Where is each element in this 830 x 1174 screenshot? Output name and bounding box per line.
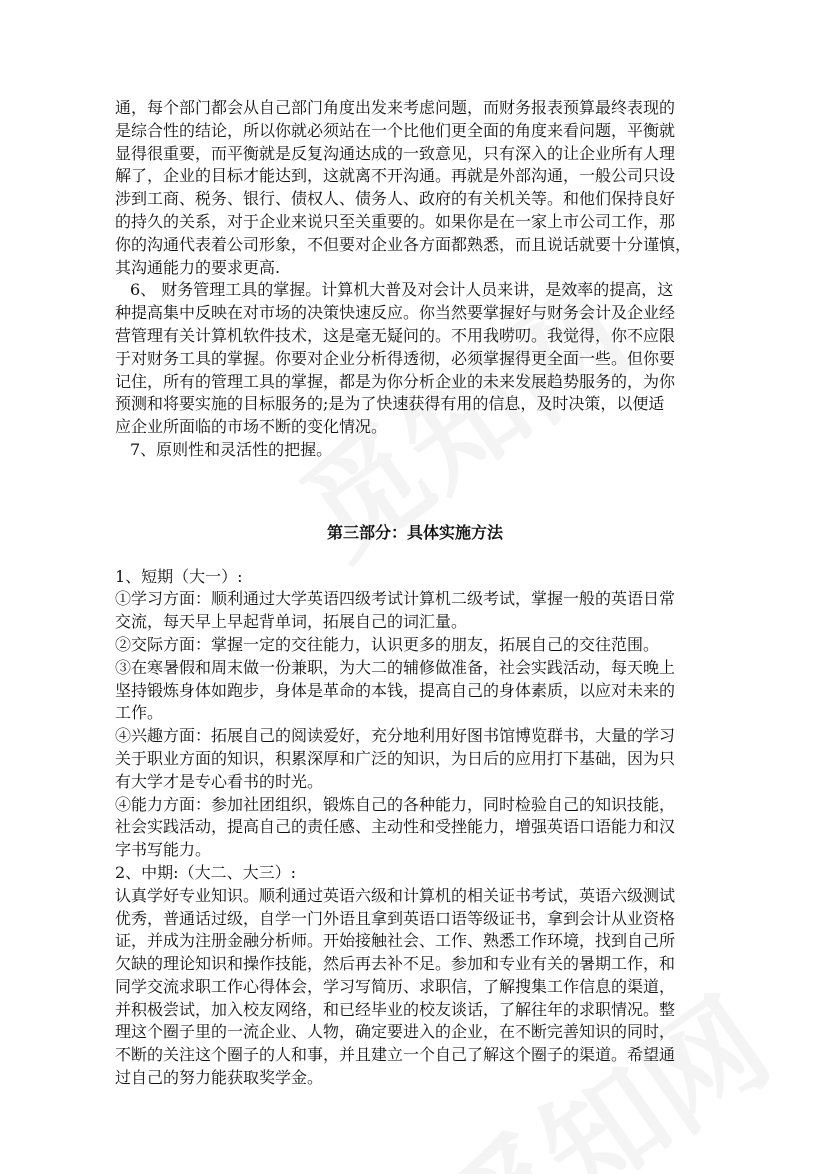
text-line: 工作。 <box>115 703 164 723</box>
text-line: ②交际方面：掌握一定的交往能力，认识更多的朋友，拓展自己的交往范围。 <box>115 634 660 654</box>
text-line: 6、 财务管理工具的掌握。计算机大普及对会计人员来讲，是效率的提高，这 <box>130 280 674 300</box>
text-line: 证，并成为注册金融分析师。开始接触社会、工作、熟悉工作环境，找到自己所 <box>115 931 676 951</box>
text-line: 过自己的努力能获取奖学金。 <box>115 1068 324 1088</box>
text-line: 社会实践活动，提高自己的责任感、主动性和受挫能力，增强英语口语能力和汉 <box>115 817 676 837</box>
text-line: 认真学好专业知识。顺利通过英语六级和计算机的相关证书考试，英语六级测试 <box>115 885 676 905</box>
mid-term-plan <box>115 862 715 1090</box>
text-line: 同学交流求职工作心得体会，学习写简历、求职信，了解搜集工作信息的渠道， <box>115 976 676 996</box>
text-line: 坚持锻炼身体如跑步，身体是革命的本钱，提高自己的身体素质，以应对未来的 <box>115 680 676 700</box>
text-line: 并积极尝试，加入校友网络，和已经毕业的校友谈话，了解往年的求职情况。整 <box>115 999 676 1019</box>
document-body <box>115 97 715 1090</box>
text-line: ④能力方面：参加社团组织，锻炼自己的各种能力，同时检验自己的知识技能， <box>115 794 676 814</box>
text-line: 预测和将要实施的目标服务的;是为了快速获得有用的信息，及时决策，以便适 <box>115 394 665 414</box>
short-term-heading: 1、短期（大一）: <box>115 566 243 586</box>
text-line: 记住，所有的管理工具的掌握，都是为你分析企业的未来发展趋势服务的，为你 <box>115 371 676 391</box>
text-line: ③在寒暑假和周末做一份兼职，为大二的辅修做准备，社会实践活动，每天晚上 <box>115 657 676 677</box>
text-line: 营管理有关计算机软件技术，这是毫无疑问的。不用我唠叨。我觉得，你不应限 <box>115 325 676 345</box>
text-line: 交流，每天早上早起背单词，拓展自己的词汇量。 <box>115 612 468 632</box>
text-line: 有大学才是专心看书的时光。 <box>115 771 324 791</box>
text-line: 的持久的关系，对于企业来说只至关重要的。如果你是在一家上市公司工作，那 <box>115 211 676 231</box>
text-line: 不断的关注这个圈子的人和事，并且建立一个自己了解这个圈子的渠道。希望通 <box>115 1045 676 1065</box>
text-line: 种提高集中反映在对市场的决策快速反应。你当然要掌握好与财务会计及企业经 <box>115 303 676 323</box>
text-line: 解了，企业的目标才能达到，这就离不开沟通。再就是外部沟通，一般公司只设 <box>115 166 676 186</box>
text-line: 其沟通能力的要求更高. <box>115 257 281 277</box>
text-line: 涉到工商、税务、银行、债权人、债务人、政府的有关机关等。和他们保持良好 <box>115 189 676 209</box>
text-line: 于对财务工具的掌握。你要对企业分析得透彻，必须掌握得更全面一些。但你要 <box>115 348 676 368</box>
text-line: 是综合性的结论，所以你就必须站在一个比他们更全面的角度来看问题，平衡就 <box>115 120 676 140</box>
section-title: 第三部分：具体实施方法 <box>326 522 503 542</box>
mid-term-heading: 2、中期:（大二、大三）: <box>115 862 296 882</box>
text-line: ④兴趣方面：拓展自己的阅读爱好，充分地利用好图书馆博览群书，大量的学习 <box>115 726 676 746</box>
text-line: 理这个圈子里的一流企业、人物，确定要进入的企业，在不断完善知识的同时， <box>115 1022 676 1042</box>
paragraph-item-7: 7、原则性和灵活性的把握。 <box>130 439 333 459</box>
text-line: 应企业所面临的市场不断的变化情况。 <box>115 417 388 437</box>
text-line: 优秀，普通话过级，自学一门外语且拿到英语口语等级证书，拿到会计从业资格 <box>115 908 676 928</box>
text-line: 显得很重要，而平衡就是反复沟通达成的一致意见，只有深入的让企业所有人理 <box>115 143 676 163</box>
text-line: 关于职业方面的知识，积累深厚和广泛的知识，为日后的应用打下基础，因为只 <box>115 748 676 768</box>
short-term-plan <box>115 566 715 862</box>
text-line: 通，每个部门都会从自己部门角度出发来考虑问题，而财务报表预算最终表现的 <box>115 98 676 117</box>
paragraph-item-6 <box>115 279 715 439</box>
paragraph-communication <box>115 97 715 279</box>
text-line: 字书写能力。 <box>115 840 212 860</box>
text-line: 你的沟通代表着公司形象，不但要对企业各方面都熟悉，而且说话就要十分谨慎， <box>115 234 692 254</box>
text-line: ①学习方面：顺利通过大学英语四级考试计算机二级考试，掌握一般的英语日常 <box>115 589 676 609</box>
text-line: 欠缺的理论知识和操作技能，然后再去补不足。参加和专业有关的暑期工作，和 <box>115 954 676 974</box>
